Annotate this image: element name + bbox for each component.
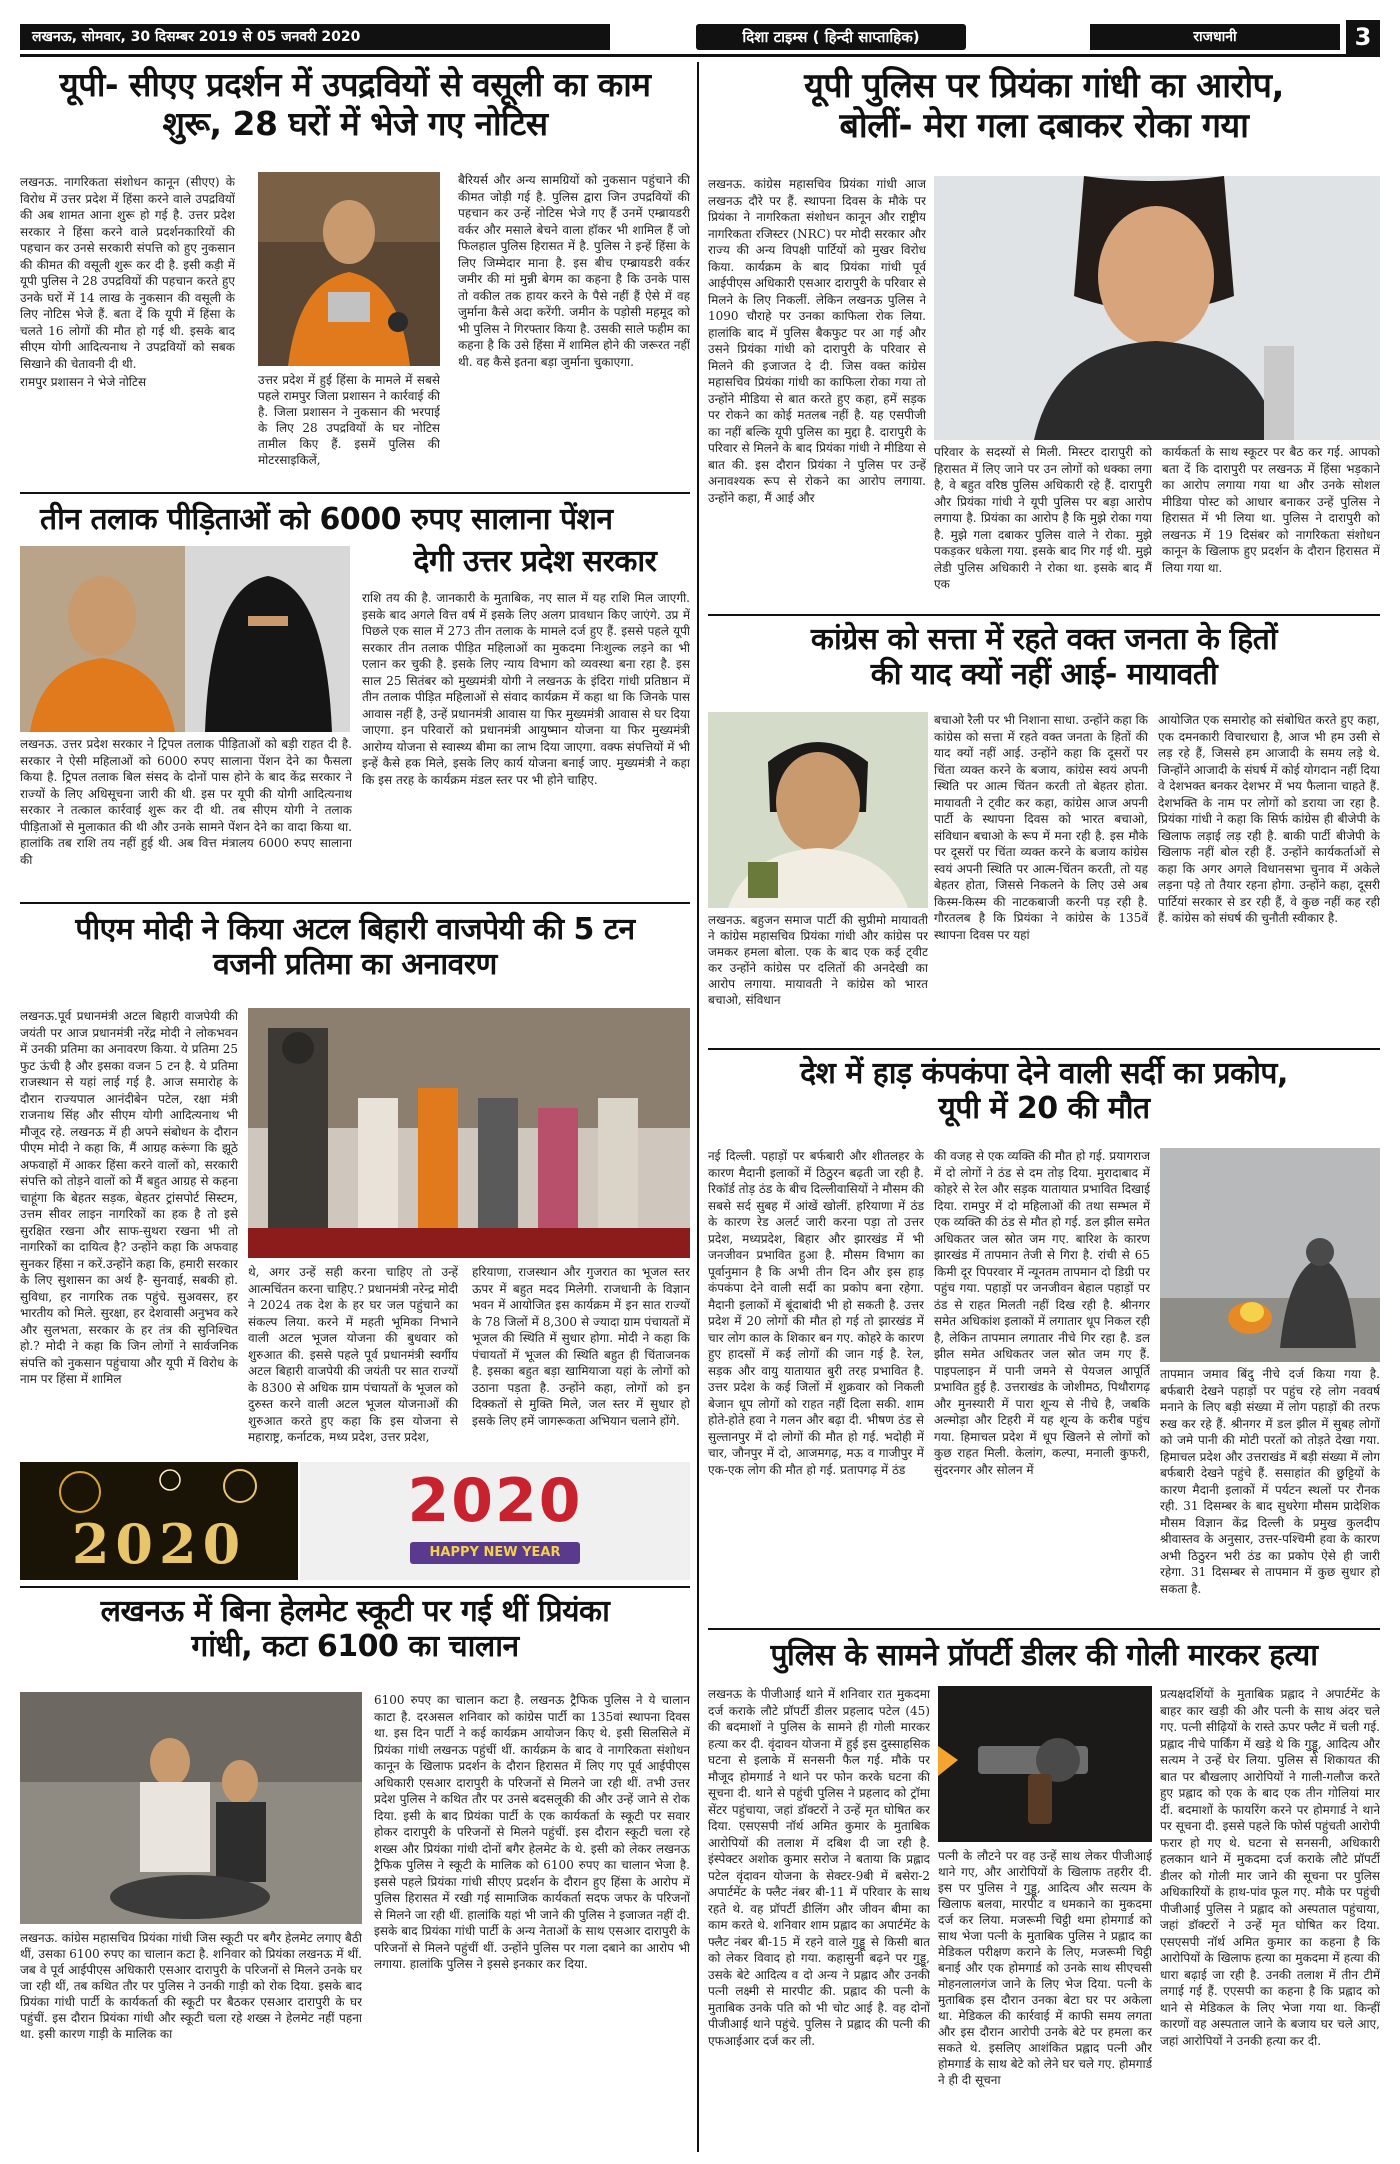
talaq-photo <box>20 546 350 732</box>
mayawati-headline: कांग्रेस को सत्ता में रहते वक्त जनता के हितों की याद क्यों नहीं आई- मायावती <box>810 622 1278 693</box>
page-number: 3 <box>1346 20 1380 54</box>
scooty-caption: लखनऊ. कांग्रेस महासचिव प्रियंका गांधी जिस स्कूटी पर बगैर हेलमेट लगाए बैठी थीं, उसका 6100 रुपए का चालान कटा है. शनिवार को प्रियंका लखनऊ में थीं. जब वे पूर्व आईपीएस अधिकारी एसआर दारापुरी के परिजनों से मिलने उनके घर जा रही थीं, तब कथित तौर पर पुलिस ने उनकी गाड़ी को रोक दिया. इसके बाद प्रियंका गांधी पार्टी के कार्यकर्ता की स्कूटी पर बैठकर एसआर दारापुरी के घर पहुंचीं. इस दौरान प्रियंका गांधी और स्कूटी चला रहे शख्स ने हेलमेट नहीं पहना था. इसी कारण गाड़ी के मालिक का <box>20 1931 362 2041</box>
talaq-headline-2: देगी उत्तर प्रदेश सरकार <box>413 544 657 579</box>
yogi-photo <box>258 172 440 366</box>
mayawati-photo <box>708 712 928 908</box>
caa-headline: यूपी- सीएए प्रदर्शन में उपद्रवियों से वसूली का काम शुरू, 28 घरों में भेजे गए नोटिस <box>59 65 651 143</box>
cold-body-col2: की वजह से एक व्यक्ति की मौत हो गई. प्रयागराज में दो लोगों ने ठंड से दम तोड़ दिया. मुरादाबाद में कोहरे से रेल और सड़क यातायात प्रभावित दिखाई दिया. रामपुर में दो महिलाओं की तथा सम्भल में एक व्यक्ति की ठंड से मौत हो गई. डल झील समेत अधिकतर जल स्रोत जम गए. बारिश के कारण झारखंड में तापमान तेजी से गिरा है. रांची से 65 किमी दूर पिपरवार में न्यूनतम तापमान दो डिग्री पर पहुंच गया. पहाड़ों पर जनजीवन बेहाल पहाड़ों पर ठंड से राहत मिलती नहीं दिख रही है. श्रीनगर समेत अधिकांश इलाकों में लगातार धूप निकल रही है, लेकिन तापमान लगातार नीचे गिर रहा है. डल झील समेत अधिकतर जल स्रोत जम गए हैं. पाइपलाइन में पानी जमने से पेयजल आपूर्ति प्रभावित हुई है. उत्तराखंड के जोशीमठ, पिथौरागढ़ और मुनस्यारी में पारा शून्य से नीचे है, जबकि अल्मोड़ा और टिहरी में यह शून्य के करीब पहुंच गया. हिमाचल प्रदेश में धूप खिलने से लोगों को कुछ राहत मिली. केलांग, कल्पा, मनाली कुफरी, सुंदरनगर और सोलन में <box>934 1149 1150 1477</box>
priyanka-scooty-photo <box>20 1692 362 1924</box>
murder-body-col3: प्रत्यक्षदर्शियों के मुताबिक प्रह्लाद ने अपार्टमेंट के बाहर कार खड़ी की और पत्नी के साथ अंदर चले गए. पत्नी सीढ़ियों के रास्ते ऊपर फ्लैट में चली गई. प्रह्लाद नीचे पार्किंग में खड़े थे कि गुड्डू, आदित्य और सत्यम ने उन्हें घेर लिया. पुलिस से शिकायत की बात पर बौखलाए आरोपियों ने गाली-गलौज करते हुए प्रह्लाद को एक के बाद एक तीन गोलियां मार दीं. बदमाशों के फायरिंग करने पर होमगार्ड ने थाने पर सूचना दी. इससे पहले कि फोर्स पहुंचती आरोपी फरार हो गए थे. घटना से सनसनी, अधिकारी हलकान थाने में मुकदमा दर्ज कराके लौटे प्रॉपर्टी डीलर को गोली मार जाने की सूचना पर पुलिस अधिकारियों के हाथ-पांव फूल गए. मौके पर पहुंची पीजीआई पुलिस ने प्रह्लाद को अस्पताल पहुंचाया, जहां डॉक्टरों ने उन्हें मृत घोषित कर दिया. एसएसपी नॉर्थ अमित कुमार का कहना है कि आरोपियों के खिलाफ हत्या का मुकदमा में हत्या की धारा बढ़ाई जा रही है. उनकी तलाश में तीन टीमें लगाई गई हैं. एएसपी का कहना है कि प्रह्लाद को थाने से मेडिकल के लिए भेजा गया था. किन्हीं कारणों वह अस्पताल जाने के बजाय घर चले आए, जहां आरोपियों ने उनकी हत्या कर दी. <box>1160 1687 1380 2048</box>
new-year-year: 2020 <box>407 1466 583 1536</box>
section-name: राजधानी <box>1090 24 1340 50</box>
atal-headline: पीएम मोदी ने किया अटल बिहारी वाजपेयी की 5 टन वजनी प्रतिमा का अनावरण <box>75 912 635 983</box>
atal-body-col3: हरियाणा, राजस्थान और गुजरात का भूजल स्तर ऊपर में बहुत मदद मिलेगी. राजधानी के विज्ञान भवन में आयोजित इस कार्यक्रम में इन सात राज्यों के 78 जिलों में 8,300 से ज्यादा ग्राम पंचायतों में भूजल की स्थिति में सुधार होगा. मोदी ने कहा कि पंचायतों में भूजल की स्थिति बहुत ही चिंताजनक है. इसका बहुत बड़ा खामियाजा यहां के लोगों को उठाना पड़ता है. उन्होंने कहा, लोगों को इन दिक्कतों से मुक्ति मिले, जल स्तर में सुधार हो इसके लिए हमें जागरूकता अभियान चलाने होंगे. <box>472 1265 690 1428</box>
atal-body-col1: लखनऊ.पूर्व प्रधानमंत्री अटल बिहारी वाजपेयी की जयंती पर आज प्रधानमंत्री नरेंद्र मोदी ने लोकभवन में उनकी प्रतिमा का अनावरण किया. ये प्रतिमा 25 फुट ऊंची है और इसका वजन 5 टन है. ये प्रतिमा राजस्थान से यहां लाई गई है. आज समारोह के दौरान राज्यपाल आनंदीबेन पटेल, रक्षा मंत्री राजनाथ सिंह और सीएम योगी आदित्यनाथ भी मौजूद रहे. लखनऊ में ही अपने संबोधन के दौरान पीएम मोदी ने कहा कि, मैं आग्रह करूंगा कि झूठे अफवाहों में आकर हिंसा करने वालों को, सरकारी संपत्ति को तोड़ने वालों को मैं बहुत आग्रह से कहना चाहूंगा कि बेहतर सड़क, बेहतर ट्रांसपोर्ट सिस्टम, उत्तम सीवर लाइन नागरिकों का हक है तो इसे सुरक्षित रखना और साफ-सुथरा रखना भी तो नागरिकों का दायित्व है? उन्होंने कहा कि अफवाह सुनकर हिंसा न करें.उन्होंने कहा कि, हमारी सरकार के लिए सुशासन का अर्थ है- सुनवाई, सबकी हो. सुविधा, हर नागरिक तक पहुंचे. सुअवसर, हर भारतीय को मिले. सुरक्षा, हर देशवासी अनुभव करे और सुलभता, सरकार के हर तंत्र की सुनिश्चित हो.? मोदी ने कहा कि जिन लोगों ने सार्वजनिक संपत्ति को नुकसान पहुंचाया और यूपी में विरोध के नाम पर हिंसा में शामिल <box>20 1009 238 1386</box>
priyanka-body-col1: लखनऊ. कांग्रेस महासचिव प्रियंका गांधी आज लखनऊ दौरे पर हैं. स्थापना दिवस के मौके पर प्रियंका ने नागरिकता संशोधन कानून और राष्ट्रीय नागरिकता रजिस्टर (NRC) पर मोदी सरकार और राज्य की अन्य विपक्षी पार्टियों को मुखर विरोध किया. कार्यक्रम के बाद प्रियंका गांधी पूर्व आईपीएस अधिकारी एसआर दारापुरी के परिवार से मिलने के लिए निकलीं. लेकिन लखनऊ पुलिस ने 1090 चौराहे पर उनका काफिला रोक लिया. हालांकि बाद में पुलिस बैकफुट पर आ गई और उसने प्रियंका गांधी को दारापुरी के परिवार से मिलने की इजाजत दे दी. जिस वक्त कांग्रेस महासचिव प्रियंका गांधी का काफिला रोका गया तो उन्होंने मीडिया से बात करते हुए कहा, हमें सड़क पर रोकने का कोई मतलब नहीं है. यह एसपीजी का नहीं बल्कि यूपी पुलिस का मुद्दा है. दारापुरी के परिवार से मिलने के बाद प्रियंका गांधी ने मीडिया से बात की. इस दौरान प्रियंका ने पुलिस पर उन्हें अनावश्यक रूप से रोकने का आरोप लगाया. उन्होंने कहा, मैं आई और <box>708 177 926 505</box>
cold-body-col3: तापमान जमाव बिंदु नीचे दर्ज किया गया है. बर्फबारी देखने पहाड़ों पर पहुंच रहे लोग नववर्ष मनाने के लिए बड़ी संख्या में लोग पहाड़ों की तरफ रुख कर रहे हैं. श्रीनगर में डल झील में सुबह लोगों को जमे पानी की मोटी परतों को तोड़ते देखा गया. हिमाचल प्रदेश और उत्तराखंड में बड़ी संख्या में लोग बर्फबारी देखने पहुंचे हैं. ससाहांत की छुट्टियों के कारण मैदानी इलाकों में पर्यटन स्थलों पर रौनक रही. 31 दिसम्बर के बाद सुधरेगा मौसम प्रादेशिक मौसम विज्ञान केंद्र दिल्ली के प्रमुख कुलदीप श्रीवास्तव के अनुसार, उत्तर-पश्चिमी हवा के कारण अभी ठिठुरन भरी ठंड का प्रकोप ऐसे ही जारी रहेगा. 31 दिसम्बर से तापमान में कुछ सुधार हो सकता है. <box>1160 1367 1380 1596</box>
happy-new-year-ribbon: HAPPY NEW YEAR <box>410 1542 580 1564</box>
caa-subhead: रामपुर प्रशासन ने भेजे नोटिस <box>20 375 147 389</box>
dateline: लखनऊ, सोमवार, 30 दिसम्बर 2019 से 05 जनवरी 2020 <box>20 24 610 50</box>
priyanka-body-col2: परिवार के सदस्यों से मिली. मिस्टर दारापुरी को हिरासत में लिए जाने पर उन लोगों को धक्का लगा है, वे बहुत वरिष्ठ पुलिस अधिकारी रहे हैं. दारापुरी और प्रियंका गांधी ने यूपी पुलिस पर बड़ा आरोप लगाया है. प्रियंका का आरोप है कि मुझे रोका गया है. मुझे गला दबाकर पुलिस वाले ने रोका. मुझे पकड़कर धकेला गया. इसके बाद गिर गई थी. मुझे लेडी पुलिस अधिकारी ने रोका था. इसके बाद मैं एक <box>934 445 1152 591</box>
scooty-body: 6100 रुपए का चालान कटा है. लखनऊ ट्रैफिक पुलिस ने ये चालान काटा है. दरअसल शनिवार को कांग्रेस पार्टी का 135वां स्थापना दिवस था. इस दिन पार्टी ने कई कार्यक्रम आयोजन किए थे. इसी सिलसिले में प्रियंका गांधी लखनऊ पहुंचीं थीं. कार्यक्रम के बाद वे नागरिकता संशोधन कानून के खिलाफ प्रदर्शन के दौरान हिरासत में लिए गए पूर्व आईपीएस अधिकारी एसआर दारापुरी के परिजनों से मिलने जा रही थीं. तभी उत्तर प्रदेश पुलिस ने कथित तौर पर उनसे बदसलूकी की और उन्हें जाने से रोक दिया. इसी के बाद प्रियंका पार्टी के एक कार्यकर्ता के स्कूटी पर सवार होकर दारापुरी के परिजनों से मिलने पहुंचीं. इस दौरान स्कूटी चला रहे शख्स और प्रियंका गांधी दोनों बगैर हेलमेट के थे. इसी को लेकर लखनऊ ट्रैफिक पुलिस ने स्कूटी के मालिक को 6100 रुपए का चालान भेजा है. इससे पहले प्रियंका गांधी सीएए प्रदर्शन के दौरान हुए हिंसा के आरोप में पुलिस हिरासत में रखी गई सामाजिक कार्यकर्ता सदफ जफर के परिजनों से मिलने जा रही थीं. हालांकि यहां भी जाने की पुलिस ने इजाजत नहीं दी. इसके बाद प्रियंका गांधी पार्टी के अन्य नेताओं के साथ एसआर दारापुरी के परिजनों से मिलने पहुंचीं थीं. उन्होंने पुलिस पर गला दबाने का आरोप भी लगाया. हालांकि पुलिस ने इससे इनकार कर दिया. <box>374 1693 690 1971</box>
mayawati-body-col2: बचाओ रैली पर भी निशाना साधा. उन्होंने कहा कि कांग्रेस को सत्ता में रहते वक्त जनता के हितों की याद क्यों नहीं आई. उन्होंने कहा कि दूसरों पर चिंता व्यक्त करने के बजाय, कांग्रेस स्वयं अपनी स्थिति पर आत्म चिंतन करती तो बेहतर होता. मायावती ने ट्वीट कर कहा, कांग्रेस आज अपनी पार्टी के स्थापना दिवस को भारत बचाओ, संविधान बचाओ के रूप में मना रही है. इस मौके पर दूसरों पर चिंता व्यक्त करने के बजाय कांग्रेस स्वयं अपनी स्थिति पर आत्म-चिंतन करती, तो यह बेहतर होता, जिससे निकलने के लिए उसे अब किस्म-किस्म की नाटकबाजी करनी पड़ रही है. गौरतलब है कि प्रियंका ने कांग्रेस के 135वें स्थापना दिवस पर यहां <box>934 713 1148 942</box>
murder-headline: पुलिस के सामने प्रॉपर्टी डीलर की गोली मारकर हत्या <box>770 1638 1318 1673</box>
priyanka-headline: यूपी पुलिस पर प्रियंका गांधी का आरोप, बोलीं- मेरा गला दबाकर रोका गया <box>804 66 1284 147</box>
divider <box>708 1048 1380 1050</box>
divider <box>708 1628 1380 1630</box>
atal-body-col2: थे, अगर उन्हें सही करना चाहिए तो उन्हें आत्मचिंतन करना चाहिए.? प्रधानमंत्री नरेन्द्र मोदी ने 2024 तक देश के हर घर जल पहुंचाने का संकल्प लिया. करने में महती भूमिका निभाने वाली अटल भूजल योजना की बुधवार को शुरुआत की. इससे पहले पूर्व प्रधानमंत्री स्वर्गीय अटल बिहारी वाजपेयी की जयंती पर सात राज्यों के 8300 से अधिक ग्राम पंचायतों के भूजल को दुरुस्त करने वाली अटल भूजल योजनाओं की शुरुआत करते हुए कहा कि इस योजना से महाराष्ट्र, कर्नाटक, मध्य प्रदेश, उत्तर प्रदेश, <box>248 1265 458 1444</box>
new-year-banner-right <box>300 1462 690 1580</box>
caa-body-col1: लखनऊ. नागरिकता संशोधन कानून (सीएए) के विरोध में उत्तर प्रदेश में हिंसा करने वाले उपद्रवियों की अब शामत आना शुरू हो गई है. उत्तर प्रदेश सरकार ने हिंसा करने वाले प्रदर्शनकारियों की पहचान कर उनसे सरकारी संपत्ति को हुए नुकसान की कीमत की वसूली शुरू कर दी है. इसी कड़ी में यूपी पुलिस ने 28 उपद्रवियों की पहचान करते हुए उनके घरों में 14 लाख के नुकसान की वसूली के लिए नोटिस भेजे हैं. बता दें कि यूपी में हिंसा के चलते 16 लोगों की मौत हो गई थी. इसके बाद सीएम योगी आदित्यनाथ ने उपद्रवियों को सबक सिखाने की चेतावनी दी थी. रामपुर प्रशासन ने भेजे नोटिस <box>20 175 235 389</box>
priyanka-photo <box>934 176 1380 440</box>
column-divider <box>697 62 699 2152</box>
divider <box>20 1586 690 1588</box>
caa-body-col3: बैरियर्स और अन्य सामग्रियों को नुकसान पहुंचाने की कीमत जोड़ी गई है. पुलिस द्वारा जिन उपद्रवियों की पहचान कर उन्हें नोटिस भेजे गए हैं उनमें एम्ब्रायडरी वर्कर और मसाले बेचने वाला हॉकर भी शामिल हैं जो फिलहाल पुलिस हिरासत में है. पुलिस ने इन्हें हिंसा के लिए जिम्मेदार माना है. इस बीच एम्ब्रायडरी वर्कर जमीर की मां मुन्नी बेगम का कहना है कि उनके पास तो वकील तक हायर करने के पैसे नहीं हैं ऐसे में वह जुर्माना कैसे अदा करेंगी. जमीन के पड़ोसी महमूद को भी पुलिस ने गिरफ्तार किया है. उसकी साले फहीम का कहना है कि उसे हिंसा में शामिल होने की जरूरत नहीं थी. वह कैसे इतना बड़ा जुर्माना चुकाएगा. <box>458 173 690 369</box>
murder-caption: पत्नी के लौटने पर वह उन्हें साथ लेकर पीजीआई थाने गए, और आरोपियों के खिलाफ तहरीर दी. इस पर पुलिस ने गुड्डू, आदित्य और सत्यम के खिलाफ बलवा, मारपीट व धमकाने का मुकदमा दर्ज कर लिया. मजरूमी चिट्ठी थमा होमगार्ड को साथ भेजा पत्नी के मुताबिक पुलिस ने प्रह्लाद का मेडिकल परीक्षण कराने के लिए, मजरूमी चिट्ठी बनाई और एक होमगार्ड को उनके साथ सीएचसी मोहनलालगंज जाने के लिए भेज दिया. पत्नी के मुताबिक इस दौरान उनका बेटा घर पर अकेला था. मेडिकल की कार्रवाई में काफी समय लगता और इस दौरान आरोपी उनके बेटे पर हमला कर सकते थे. इसलिए आशंकित प्रह्लाद पत्नी और होमगार्ड के साथ बेटे को लेने घर चले गए. होमगार्ड ने ही दी सूचना <box>938 1849 1152 2087</box>
mayawati-caption: लखनऊ. बहुजन समाज पार्टी की सुप्रीमो मायावती ने कांग्रेस महासचिव प्रियंका गांधी और कांग्रेस पर जमकर हमला बोला. एक के बाद एक कई ट्वीट कर उन्होंने कांग्रेस पर दलितों की अनदेखी का आरोप लगाया. मायावती ने कांग्रेस को भारत बचाओ, संविधान <box>708 913 928 1007</box>
paper-name: दिशा टाइम्स ( हिन्दी साप्ताहिक) <box>696 24 966 50</box>
divider <box>708 614 1380 616</box>
priyanka-body-col3: कार्यकर्ता के साथ स्कूटर पर बैठ कर गई. आपको बता दें कि दारापुरी पर लखनऊ में हिंसा भड़काने का आरोप लगाया गया था और उनके सोशल मीडिया पोस्ट को आधार बनाकर उन्हें पुलिस ने हिरासत में भी लिया था. पुलिस ने दारापुरी को लखनऊ में 19 दिसंबर को नागरिकता संशोधन कानून के खिलाफ हुए प्रदर्शन के दौरान हिरासत में लिया गया था. <box>1162 445 1380 575</box>
new-year-text-left: 2020 <box>71 1512 247 1576</box>
talaq-body-right: राशि तय की है. जानकारी के मुताबिक, नए साल में यह राशि मिल जाएगी. इसके बाद अगले वित्त वर्ष में इसके लिए अलग प्रावधान किए जाएंगे. उप्र में पिछले एक साल में 273 तीन तलाक के मामले दर्ज हुए हैं. इससे पहले यूपी सरकार तीन तलाक पीड़ित महिलाओं का मुकदमा निःशुल्क लड़ने का भी एलान कर चुकी है. इसके लिए न्याय विभाग को व्यवस्था बना रहा है. इस साल 25 सितंबर को मुख्यमंत्री योगी ने लखनऊ के इंदिरा गांधी प्रतिष्ठान में तीन तलाक पीड़ित महिलाओं से संवाद कार्यक्रम में कहा था कि जिनके पास आवास नहीं है, उन्हें प्रधानमंत्री आवास या फिर मुख्यमंत्री आवास से घर दिया जाएगा. इन परिवारों को प्रधानमंत्री आयुष्मान योजना या फिर मुख्यमंत्री आरोग्य योजना से स्वास्थ्य बीमा का लाभ दिया जाएगा. वक्फ संपत्तियों में भी इन्हें कैसे हक मिले, इसके लिए कार्य योजना बनाई जाए. मुख्यमंत्री ने कहा कि इस तरह के कार्यक्रम मंडल स्तर पर भी होने चाहिए. <box>362 591 690 787</box>
atal-unveiling-photo <box>248 1008 690 1258</box>
murder-body-col1: लखनऊ के पीजीआई थाने में शनिवार रात मुकदमा दर्ज कराके लौटे प्रॉपर्टी डीलर प्रहलाद पटेल (45) की बदमाशों ने पुलिस के सामने ही गोली मारकर हत्या कर दी. वृंदावन योजना में हुई इस दुस्साहसिक घटना से इलाके में सनसनी फैल गई. मौके पर मौजूद होमगार्ड ने थाने पर फोन करके घटना की सूचना दी. थाने से पहुंची पुलिस ने प्रहलाद को ट्रॉमा सेंटर पहुंचाया, जहां डॉक्टरों ने उन्हें मृत घोषित कर दिया. एसएसपी नॉर्थ अमित कुमार के मुताबिक आरोपियों की तलाश में दबिश दी जा रही है. इंस्पेक्टर अशोक कुमार सरोज ने बताया कि प्रह्लाद पटेल वृंदावन योजना के सेक्टर-9बी में बसेरा-2 अपार्टमेंट के फ्लैट नंबर बी-11 में परिवार के साथ रहते थे. वह प्रॉपर्टी डीलिंग और जीवन बीमा का काम करते थे. शनिवार शाम प्रह्लाद का अपार्टमेंट के फ्लैट नंबर बी-15 में रहने वाले गुड्डू से किसी बात को लेकर विवाद हो गया. कहासुनी बढ़ने पर गुड्डू, उसके बेटे आदित्य व दो अन्य ने प्रह्लाद और उनकी पत्नी लक्ष्मी से मारपीट की. प्रह्लाद की पत्नी के मुताबिक उनके पति को भी चोट आई है. वह दोनों पीजीआई थाने पहुंचे. पुलिस ने प्रह्लाद की पत्नी की एफआईआर दर्ज कर ली. <box>708 1687 930 2048</box>
cold-body-col1: नई दिल्ली. पहाड़ों पर बर्फबारी और शीतलहर के कारण मैदानी इलाकों में ठिठुरन बढ़ती जा रही है. रिकॉर्ड तोड़ ठंड के बीच दिल्लीवासियों ने मौसम की सबसे सर्द सुबह में आंखें खोलीं. हरियाणा में ठंड के कारण रेड अलर्ट जारी करना पड़ा तो उत्तर प्रदेश, मध्यप्रदेश, बिहार और झारखंड में भी जनजीवन प्रभावित हुआ है. मौसम विभाग का पूर्वानुमान है कि अभी तीन दिन और इस हाड़ कंपकंपा देने वाली सर्दी का प्रकोप बना रहेगा. मैदानी इलाकों में बूंदाबांदी भी हो सकती है. उत्तर प्रदेश में 20 लोगों की मौत हो गई तो झारखंड में चार लोग काल के शिकार बन गए. कोहरे के कारण हुए हादसों में कई लोगों की जान गई है. रेल, सड़क और वायु यातायात बुरी तरह प्रभावित है. उत्तर प्रदेश के कई जिलों में शुक्रवार को निकली बेजान धूप लोगों को राहत नहीं दिला सकी. शाम होते-होते हवा ने गलन और बढ़ा दी. भीषण ठंड से सुल्तानपुर में दो लोगों की मौत हो गई. भदोही में चार, जौनपुर में दो, आजमगढ़, मऊ व गाजीपुर में एक-एक लोग की मौत हो गई. प्रतापगढ़ में ठंड <box>708 1149 924 1477</box>
gun-photo <box>938 1686 1152 1842</box>
divider <box>20 902 690 904</box>
talaq-body-left: लखनऊ. उत्तर प्रदेश सरकार ने ट्रिपल तलाक पीड़िताओं को बड़ी राहत दी है. सरकार ने ऐसी महिलाओं को 6000 रुपए सालाना पेंशन देने का फैसला किया है. ट्रिपल तलाक बिल संसद के दोनों पास होने के बाद केंद्र सरकार ने राज्यों के लिए अधिसूचना जारी की थी. इस पर यूपी की योगी आदित्यनाथ सरकार ने तत्काल कार्रवाई शुरू कर दी थी. तब सीएम योगी ने तलाक पीड़िताओं से मुलाकात की थी और उनके सामने पेंशन देने का वादा किया था. हालांकि तब राशि तय नहीं हुई थी. अब वित्त मंत्रालय 6000 रुपए सालाना की <box>20 737 352 867</box>
divider <box>20 492 690 494</box>
scooty-headline: लखनऊ में बिना हेलमेट स्कूटी पर गई थीं प्रियंका गांधी, कटा 6100 का चालान <box>100 1594 610 1665</box>
mayawati-body-col3: आयोजित एक समारोह को संबोधित करते हुए कहा, एक दमनकारी विचारधारा है, आज भी हम उसी से लड़ रहे हैं, जिससे हम आजादी के समय लड़े थे. जिन्होंने आजादी के संघर्ष में कोई योगदान नहीं दिया वे देशभक्त बनकर देशभर में भय फैलाना चाहते हैं. देशभक्ति के नाम पर लोगों को डराया जा रहा है. प्रियंका गांधी ने कहा कि सिर्फ कांग्रेस ही बीजेपी के खिलाफ लड़ाई लड़ रही है. बाकी पार्टी बीजेपी के खिलाफ नहीं बोल रही हैं. उन्होंने कार्यकर्ताओं से कहा कि अगर अगले विधानसभा चुनाव में अकेले लड़ना पड़े तो तैयार रहना होगा. उन्होंने कहा, दूसरी पार्टियां सरकार से डर रही हैं, वे कुछ नहीं कह रही हैं. कांग्रेस को संघर्ष की चुनौती स्वीकार है. <box>1158 713 1380 925</box>
talaq-headline-1: तीन तलाक पीड़िताओं को 6000 रुपए सालाना पेंशन <box>40 502 613 537</box>
cold-headline: देश में हाड़ कंपकंपा देने वाली सर्दी का प्रकोप, यूपी में 20 की मौत <box>800 1056 1288 1127</box>
new-year-banner-left <box>20 1462 298 1580</box>
cold-wave-photo <box>1160 1148 1380 1362</box>
masthead <box>20 20 1380 57</box>
caa-caption: उत्तर प्रदेश में हुई हिंसा के मामले में सबसे पहले रामपुर जिला प्रशासन ने कार्रवाई की है. जिला प्रशासन ने नुकसान की भरपाई के लिए 28 उपद्रवियों के घर नोटिस तामील किए हैं. इसमें पुलिस की मोटरसाइकिलें, <box>258 373 440 467</box>
